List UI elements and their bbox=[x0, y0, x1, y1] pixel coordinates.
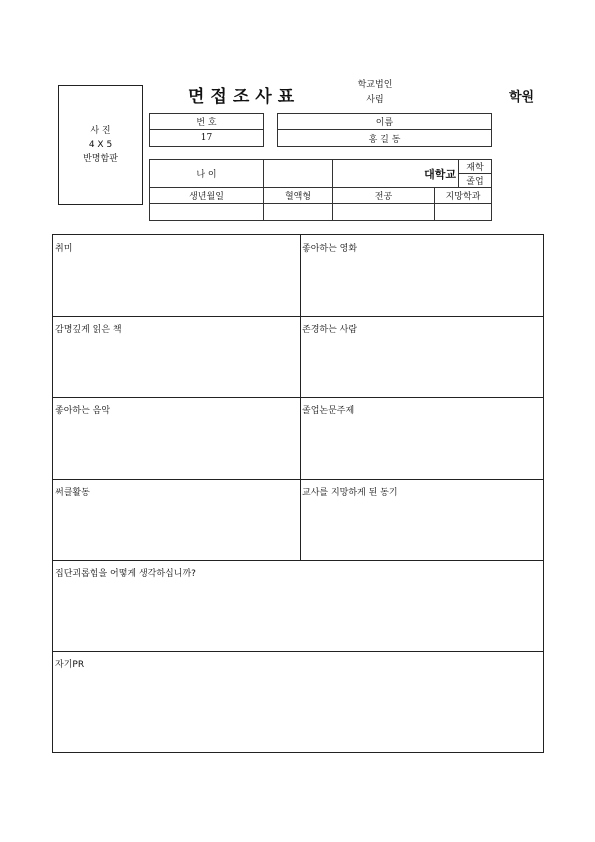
graduated-label: 졸업 bbox=[466, 177, 484, 187]
major-value-cell[interactable] bbox=[332, 203, 435, 221]
interview-form bbox=[52, 234, 544, 753]
school-corporation bbox=[345, 78, 405, 108]
number-value-cell[interactable] bbox=[149, 129, 264, 147]
corp-label: 학교법인 bbox=[357, 80, 393, 90]
motive-field[interactable] bbox=[300, 479, 545, 560]
birth-label-cell bbox=[149, 187, 264, 204]
number-label-cell bbox=[149, 113, 264, 130]
self-pr-field[interactable] bbox=[53, 651, 545, 752]
major-label-cell bbox=[332, 187, 435, 204]
number-label: 번 호 bbox=[196, 118, 217, 128]
name-value: 홍 길 동 bbox=[368, 134, 401, 145]
movie-field[interactable] bbox=[300, 235, 545, 316]
music-field[interactable] bbox=[53, 397, 300, 479]
music-label: 좋아하는 음악 bbox=[55, 406, 111, 416]
movie-label: 좋아하는 영화 bbox=[302, 244, 358, 254]
blood-label-cell bbox=[263, 187, 333, 204]
hobby-field[interactable] bbox=[53, 235, 300, 316]
circle-label: 써클활동 bbox=[55, 488, 90, 498]
thesis-field[interactable] bbox=[300, 397, 545, 479]
age-label-cell bbox=[149, 159, 264, 188]
hobby-label: 취미 bbox=[55, 244, 73, 254]
book-field[interactable] bbox=[53, 316, 300, 397]
number-value: 17 bbox=[200, 133, 213, 143]
photo-type: 반명함판 bbox=[83, 154, 118, 164]
self-pr-label: 자기PR bbox=[55, 660, 85, 670]
name-label: 이름 bbox=[375, 118, 394, 128]
university-cell[interactable] bbox=[332, 159, 459, 188]
university-label: 대학교 bbox=[424, 167, 456, 181]
page-title: 면접조사표 bbox=[188, 87, 301, 107]
name-label-cell bbox=[277, 113, 492, 130]
corp-name: 사림 bbox=[366, 95, 384, 105]
graduated-cell[interactable] bbox=[458, 173, 492, 188]
enrolled-cell[interactable] bbox=[458, 159, 492, 174]
age-value-cell[interactable] bbox=[263, 159, 333, 188]
dept-value-cell[interactable] bbox=[434, 203, 492, 221]
respect-label: 존경하는 사람 bbox=[302, 325, 358, 335]
academy-label: 학원 bbox=[509, 90, 535, 105]
respect-field[interactable] bbox=[300, 316, 545, 397]
book-label: 감명깊게 읽은 책 bbox=[55, 325, 122, 335]
photo-size: 4 X 5 bbox=[88, 140, 113, 150]
thesis-label: 졸업논문주제 bbox=[302, 406, 355, 416]
dept-label-cell bbox=[434, 187, 492, 204]
name-value-cell[interactable] bbox=[277, 129, 492, 147]
blood-value-cell[interactable] bbox=[263, 203, 333, 221]
age-label: 나 이 bbox=[196, 170, 217, 180]
bullying-label: 집단괴롭힘을 어떻게 생각하십니까? bbox=[55, 569, 196, 579]
dept-label: 지망학과 bbox=[445, 192, 481, 202]
blood-label: 혈액형 bbox=[284, 192, 312, 202]
birth-value-cell[interactable] bbox=[149, 203, 264, 221]
major-label: 전공 bbox=[374, 192, 393, 202]
motive-label: 교사를 지망하게 된 동기 bbox=[302, 488, 398, 498]
circle-field[interactable] bbox=[53, 479, 300, 560]
birth-label: 생년월일 bbox=[189, 192, 224, 202]
photo-box bbox=[58, 85, 143, 205]
photo-label: 사 진 bbox=[90, 126, 111, 136]
enrolled-label: 재학 bbox=[466, 163, 484, 173]
bullying-field[interactable] bbox=[53, 560, 545, 651]
